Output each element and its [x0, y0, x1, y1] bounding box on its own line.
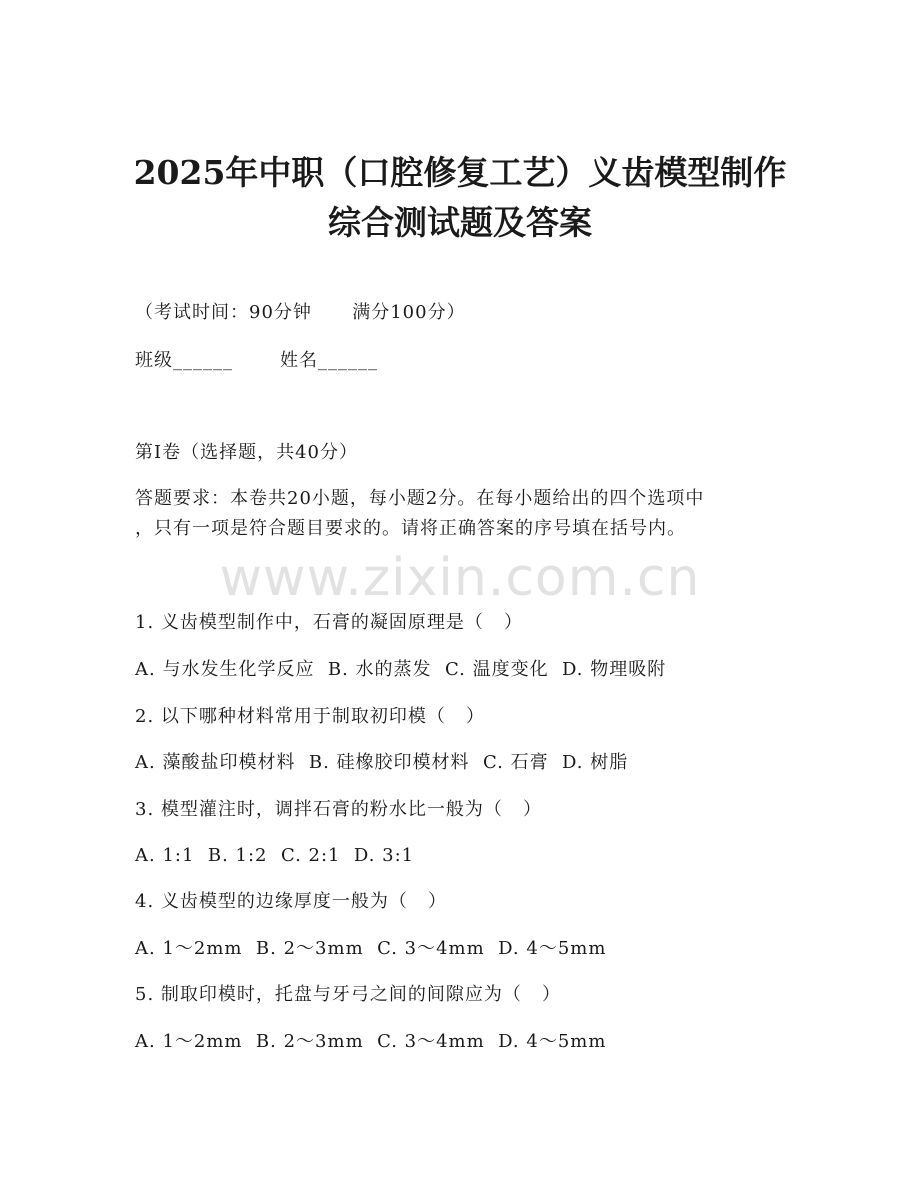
question-4: 4. 义齿模型的边缘厚度一般为（ ）	[135, 891, 448, 912]
instructions-line-2: ，只有一项是符合题目要求的。请将正确答案的序号填在括号内。	[135, 518, 686, 539]
class-name-line: 班级______ 姓名______	[135, 350, 379, 371]
section-title: 第I卷（选择题，共40分）	[135, 442, 359, 463]
question-2-options: A. 藻酸盐印模材料 B. 硅橡胶印模材料 C. 石膏 D. 树脂	[135, 752, 629, 773]
question-1: 1. 义齿模型制作中，石膏的凝固原理是（ ）	[135, 612, 524, 633]
instructions-line-1: 答题要求：本卷共20小题，每小题2分。在每小题给出的四个选项中	[135, 488, 705, 509]
question-3: 3. 模型灌注时，调拌石膏的粉水比一般为（ ）	[135, 799, 543, 820]
question-1-options: A. 与水发生化学反应 B. 水的蒸发 C. 温度变化 D. 物理吸附	[135, 659, 667, 680]
document-title-line-1: 2025年中职（口腔修复工艺）义齿模型制作	[133, 153, 787, 192]
question-5: 5. 制取印模时，托盘与牙弓之间的间隙应为（ ）	[135, 984, 562, 1005]
question-4-options: A. 1～2mm B. 2～3mm C. 3～4mm D. 4～5mm	[135, 938, 607, 959]
question-3-options: A. 1:1 B. 1:2 C. 2:1 D. 3:1	[135, 845, 415, 866]
document-title-line-2: 综合测试题及答案	[328, 203, 592, 242]
question-2: 2. 以下哪种材料常用于制取初印模（ ）	[135, 706, 486, 727]
watermark: www.zixin.com.cn	[219, 548, 701, 608]
exam-info: （考试时间：90分钟 满分100分）	[135, 302, 466, 323]
question-5-options: A. 1～2mm B. 2～3mm C. 3～4mm D. 4～5mm	[135, 1031, 607, 1052]
